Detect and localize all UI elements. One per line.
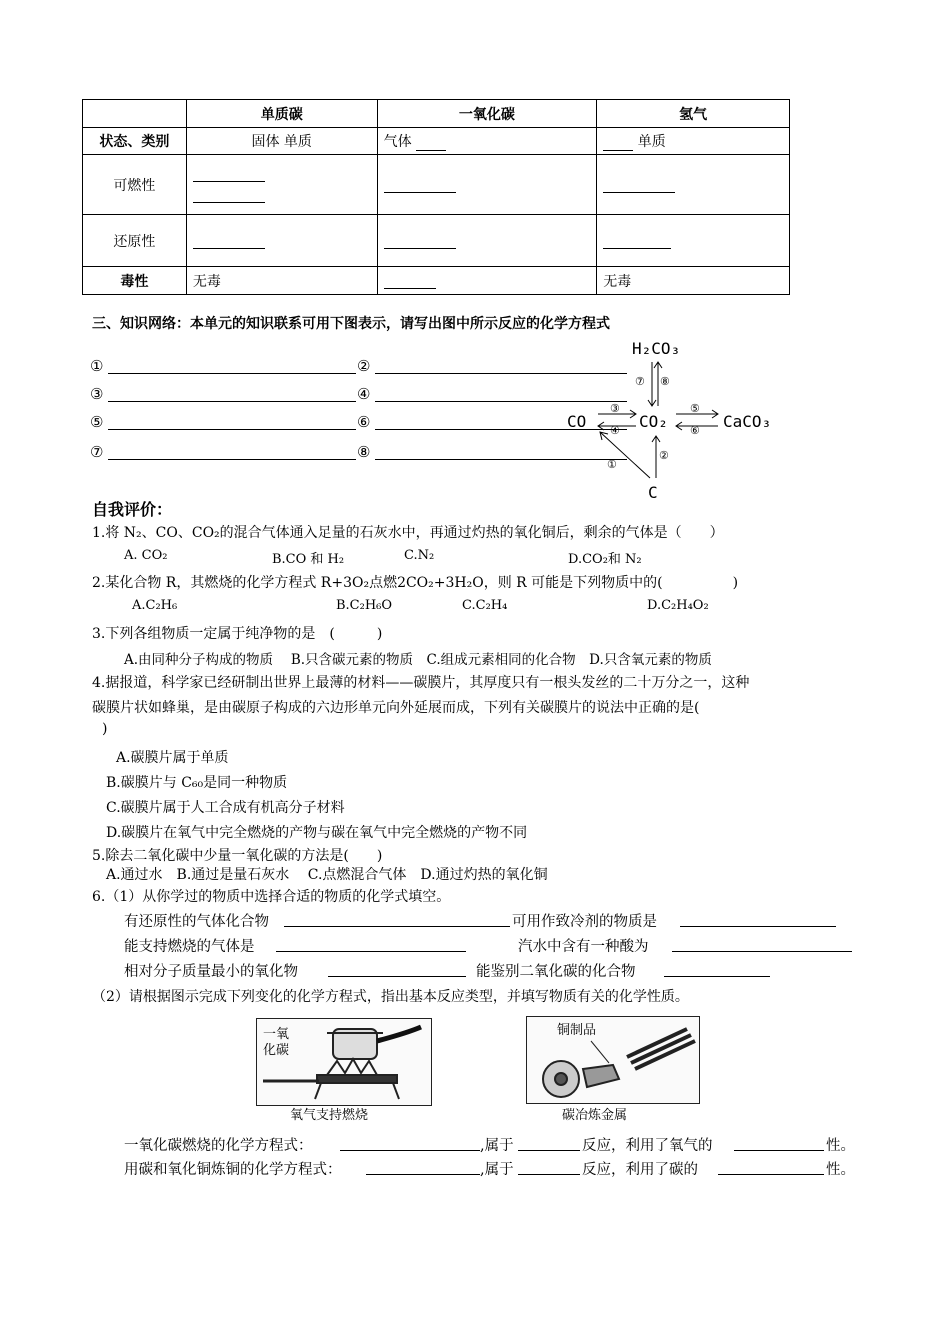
- header-empty: [83, 100, 187, 128]
- cell-h2-comb: [597, 155, 790, 215]
- eq1-equation-blank[interactable]: [340, 1150, 480, 1151]
- eq2-label: 用碳和氧化铜炼铜的化学方程式：: [124, 1162, 342, 1178]
- q2-option-b[interactable]: B.C₂H₆O: [336, 598, 393, 613]
- eq-label-2: ②: [357, 357, 371, 375]
- co-comb-blank[interactable]: [384, 178, 456, 193]
- q6f-blank[interactable]: [664, 976, 770, 977]
- co-tox-blank[interactable]: [384, 274, 436, 289]
- q5-options[interactable]: A.通过水 B.通过是量石灰水 C.点燃混合气体 D.通过灼热的氧化铜: [106, 867, 548, 883]
- eq1-uses: 反应，利用了氧气的: [582, 1138, 713, 1154]
- q2-option-c[interactable]: C.C₂H₄: [462, 598, 508, 613]
- q1-option-a[interactable]: A. CO₂: [124, 548, 168, 563]
- row-label-combustibility: 可燃性: [83, 155, 187, 215]
- cell-h2-tox: 无毒: [597, 267, 790, 295]
- node-caco3: CaCO₃: [723, 412, 772, 431]
- q1-text: 1.将 N₂、CO、CO₂的混合气体通入足量的石灰水中，再通过灼热的氧化铜后，剩余的气体是（ ）: [92, 525, 724, 541]
- diag-num-6: ⑥: [690, 424, 700, 437]
- arrow-c-to-co: [600, 432, 650, 478]
- node-co2: CO₂: [639, 412, 668, 431]
- eq-line-7[interactable]: [108, 459, 356, 460]
- q6e-label: 相对分子质量最小的氧化物: [124, 964, 298, 980]
- q6a-blank[interactable]: [284, 926, 510, 927]
- q4-text-line2: 碳膜片状如蜂巢，是由碳原子构成的六边形单元向外延展而成，下列有关碳膜片的说法中正确的是(: [92, 700, 700, 716]
- header-hydrogen: 氢气: [597, 100, 790, 128]
- q6f-label: 能鉴别二氧化碳的化合物: [476, 964, 636, 980]
- diag-num-1: ①: [607, 458, 617, 471]
- q4-text-line1: 4.据报道，科学家已经研制出世界上最薄的材料——碳膜片，其厚度只有一根头发丝的二十万分之一，这种: [92, 675, 750, 691]
- eq2-property-blank[interactable]: [718, 1174, 824, 1175]
- eq2-type-blank[interactable]: [518, 1174, 580, 1175]
- eq1-property-blank[interactable]: [734, 1150, 824, 1151]
- q6d-label: 汽水中含有一种酸为: [518, 939, 649, 955]
- carbon-red-blank[interactable]: [193, 234, 265, 249]
- section3-title: 三、知识网络：本单元的知识联系可用下图表示，请写出图中所示反应的化学方程式: [92, 316, 610, 332]
- cell-carbon-red: [186, 215, 377, 267]
- eq1-suffix: 性。: [826, 1138, 855, 1154]
- co-state-blank[interactable]: [416, 136, 446, 151]
- node-c: C: [648, 483, 658, 502]
- cell-carbon-state: 固体 单质: [186, 128, 377, 155]
- q6c-label: 能支持燃烧的气体是: [124, 939, 255, 955]
- cell-co-red: [377, 215, 597, 267]
- q6b-blank[interactable]: [680, 926, 836, 927]
- q4-text-line3: ): [102, 721, 108, 737]
- eq-line-5[interactable]: [108, 429, 356, 430]
- carbon-comb-blank-1[interactable]: [193, 167, 265, 182]
- eq-label-1: ①: [90, 357, 104, 375]
- q6-part2-text: （2）请根据图示完成下列变化的化学方程式，指出基本反应类型，并填写物质有关的化学性质。: [92, 989, 689, 1005]
- diag-num-3: ③: [610, 402, 620, 415]
- q2-option-a[interactable]: A.C₂H₆: [132, 598, 178, 613]
- row-label-reducibility: 还原性: [83, 215, 187, 267]
- q1-option-d[interactable]: D.CO₂和 N₂: [568, 552, 642, 567]
- eq-line-1[interactable]: [108, 373, 356, 374]
- q6c-blank[interactable]: [276, 951, 466, 952]
- q3-text: 3.下列各组物质一定属于纯净物的是 ( ): [92, 626, 383, 642]
- eq2-equation-blank[interactable]: [366, 1174, 480, 1175]
- pic1-caption: 氧气支持燃烧: [290, 1108, 369, 1123]
- h2-comb-blank[interactable]: [603, 178, 675, 193]
- h2-state-text: 单质: [637, 134, 666, 150]
- q5-text: 5.除去二氧化碳中少量一氧化碳的方法是( ): [92, 848, 383, 864]
- eq-label-7: ⑦: [90, 443, 104, 461]
- eq-label-3: ③: [90, 385, 104, 403]
- node-h2co3: H₂CO₃: [632, 339, 681, 358]
- eq2-suffix: 性。: [826, 1162, 855, 1178]
- eq2-uses: 反应，利用了碳的: [582, 1162, 698, 1178]
- q1-option-b[interactable]: B.CO 和 H₂: [272, 552, 345, 567]
- cell-co-tox: [377, 267, 597, 295]
- q4-option-b[interactable]: B.碳膜片与 C₆₀是同一种物质: [106, 775, 288, 791]
- q4-option-c[interactable]: C.碳膜片属于人工合成有机高分子材料: [106, 800, 345, 816]
- q3-options[interactable]: A.由同种分子构成的物质 B.只含碳元素的物质 C.组成元素相同的化合物 D.只含氧元素的物质: [124, 652, 712, 668]
- eq-label-5: ⑤: [90, 413, 104, 431]
- cell-h2-state: [597, 128, 790, 155]
- q4-option-d[interactable]: D.碳膜片在氧气中完全燃烧的产物与碳在氧气中完全燃烧的产物不同: [106, 825, 528, 841]
- co-combustion-illustration: [256, 1018, 432, 1106]
- pic2-caption: 碳冶炼金属: [562, 1108, 628, 1123]
- cell-carbon-comb: [186, 155, 377, 215]
- diag-num-2: ②: [659, 449, 669, 462]
- eq1-label: 一氧化碳燃烧的化学方程式：: [124, 1138, 313, 1154]
- header-carbon: 单质碳: [186, 100, 377, 128]
- q6b-label: 可用作致冷剂的物质是: [512, 914, 657, 930]
- carbon-smelting-illustration: [526, 1016, 700, 1104]
- copper-products-label: 铜制品: [557, 1023, 597, 1038]
- q2-text: 2.某化合物 R，其燃烧的化学方程式 R+3O₂点燃2CO₂+3H₂O，则 R 可能是下列物质中的( ): [92, 575, 739, 591]
- eq-label-8: ⑧: [357, 443, 371, 461]
- self-eval-title: 自我评价：: [92, 500, 173, 519]
- eq-label-6: ⑥: [357, 413, 371, 431]
- co-label: 一氧化碳: [263, 1027, 290, 1058]
- header-co: 一氧化碳: [377, 100, 597, 128]
- co-state-text: 气体: [383, 134, 412, 150]
- eq2-belongs: ,属于: [480, 1162, 514, 1178]
- eq-line-3[interactable]: [108, 401, 356, 402]
- diag-num-7: ⑦: [635, 375, 645, 388]
- eq1-belongs: ,属于: [480, 1138, 514, 1154]
- copper-products-icon: [527, 1017, 699, 1103]
- cell-co-state: [377, 128, 597, 155]
- co-red-blank[interactable]: [384, 234, 456, 249]
- q4-option-a[interactable]: A.碳膜片属于单质: [116, 750, 229, 766]
- q6a-label: 有还原性的气体化合物: [124, 914, 269, 930]
- q6e-blank[interactable]: [328, 976, 466, 977]
- carbon-comb-blank-2[interactable]: [193, 188, 265, 203]
- cell-carbon-tox: 无毒: [186, 267, 377, 295]
- diag-num-8: ⑧: [660, 375, 670, 388]
- h2-state-blank[interactable]: [603, 136, 633, 151]
- q1-option-c[interactable]: C.N₂: [404, 548, 435, 563]
- diag-num-5: ⑤: [690, 402, 700, 415]
- q2-option-d[interactable]: D.C₂H₄O₂: [647, 598, 709, 613]
- cell-h2-red: [597, 215, 790, 267]
- q6d-blank[interactable]: [672, 951, 852, 952]
- eq1-type-blank[interactable]: [518, 1150, 580, 1151]
- properties-table: [82, 99, 790, 295]
- cell-co-comb: [377, 155, 597, 215]
- h2-red-blank[interactable]: [603, 234, 671, 249]
- diag-num-4: ④: [610, 424, 620, 437]
- row-label-toxicity: 毒性: [83, 267, 187, 295]
- q6-text: 6.（1）从你学过的物质中选择合适的物质的化学式填空。: [92, 889, 451, 905]
- row-label-state: 状态、类别: [83, 128, 187, 155]
- eq-label-4: ④: [357, 385, 371, 403]
- node-co: CO: [567, 412, 587, 431]
